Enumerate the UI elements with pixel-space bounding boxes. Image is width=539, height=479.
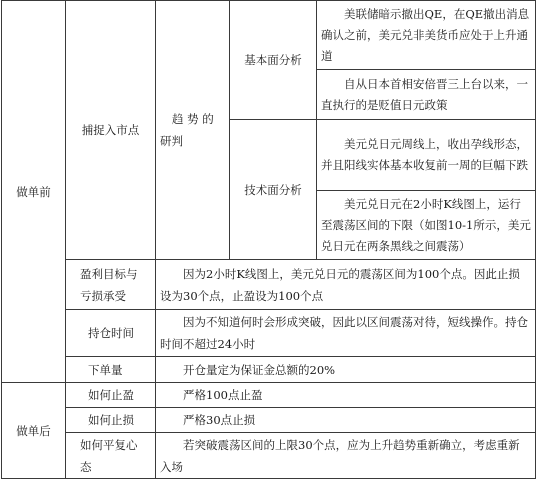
section-label: 做单前 [16, 184, 51, 199]
row-label: 如何止损 [88, 413, 134, 427]
table-cell: 因为2小时K线图上，美元兑日元的震荡区间为100个点。因此止损设为30个点，止盈设为100个点 [156, 260, 536, 310]
row-label-line: 态 [80, 459, 92, 474]
row-label-line: 盈利目标与 [80, 266, 138, 281]
table-row [2, 433, 536, 479]
table-row [2, 357, 536, 383]
row-label-profit-loss [66, 260, 156, 310]
row-label: 下单量 [88, 362, 123, 377]
table-cell: 严格100点止盈 [156, 383, 536, 408]
row-label-line: 趋 势 的 [172, 112, 214, 126]
row-label-line: 研判 [160, 134, 183, 148]
section-label: 做单后 [16, 423, 51, 438]
row-label: 捕捉入市点 [81, 123, 140, 137]
table-cell: 美元兑日元在2小时K线图上，运行至震荡区间的下限（如图10-1所示，美元兑日元在两条黑线之间震荡） [317, 191, 536, 260]
row-label-trend-judgment [156, 1, 230, 260]
table-cell: 美联储暗示撤出QE，在QE撤出消息确认之前，美元兑非美货币应处于上升通道 [317, 1, 536, 70]
row-label-stop-loss [66, 408, 156, 433]
table-row [2, 408, 536, 433]
row-label-fundamental-analysis [230, 1, 317, 120]
row-label-order-volume [66, 357, 156, 383]
table-cell: 严格30点止损 [156, 408, 536, 433]
row-label-mindset [66, 433, 156, 479]
row-label: 技术面分析 [244, 182, 302, 197]
row-label-line: 亏损承受 [80, 288, 126, 303]
table-cell: 若突破震荡区间的上限30个点，应为上升趋势重新确立，考虑重新入场 [156, 433, 536, 479]
table-row [2, 383, 536, 408]
table-row [2, 310, 536, 357]
table-cell: 自从日本首相安倍晋三上台以来，一直执行的是贬值日元政策 [317, 70, 536, 120]
table-cell: 因为不知道何时会形成突破，因此以区间震荡对待，短线操作。持仓时间不超过24小时 [156, 310, 536, 357]
trade-plan-table [1, 0, 536, 479]
row-label-take-profit [66, 383, 156, 408]
row-label-capture-entry [66, 1, 156, 260]
row-label-holding-time [66, 310, 156, 357]
table-cell: 美元兑日元周线上，收出孕线形态，并且阳线实体基本收复前一周的巨幅下跌 [317, 120, 536, 191]
table-row [2, 260, 536, 310]
table-row [2, 1, 536, 70]
section-after-trade [2, 383, 66, 479]
row-label-technical-analysis [230, 120, 317, 260]
section-before-trade [2, 1, 66, 383]
row-label: 基本面分析 [244, 53, 302, 67]
strategy-document [1, 0, 538, 479]
row-label: 如何止盈 [88, 388, 134, 402]
table-cell: 开仓量定为保证金总额的20% [156, 357, 536, 383]
row-label: 持仓时间 [88, 326, 134, 340]
row-label-line: 如何平复心 [80, 437, 138, 452]
